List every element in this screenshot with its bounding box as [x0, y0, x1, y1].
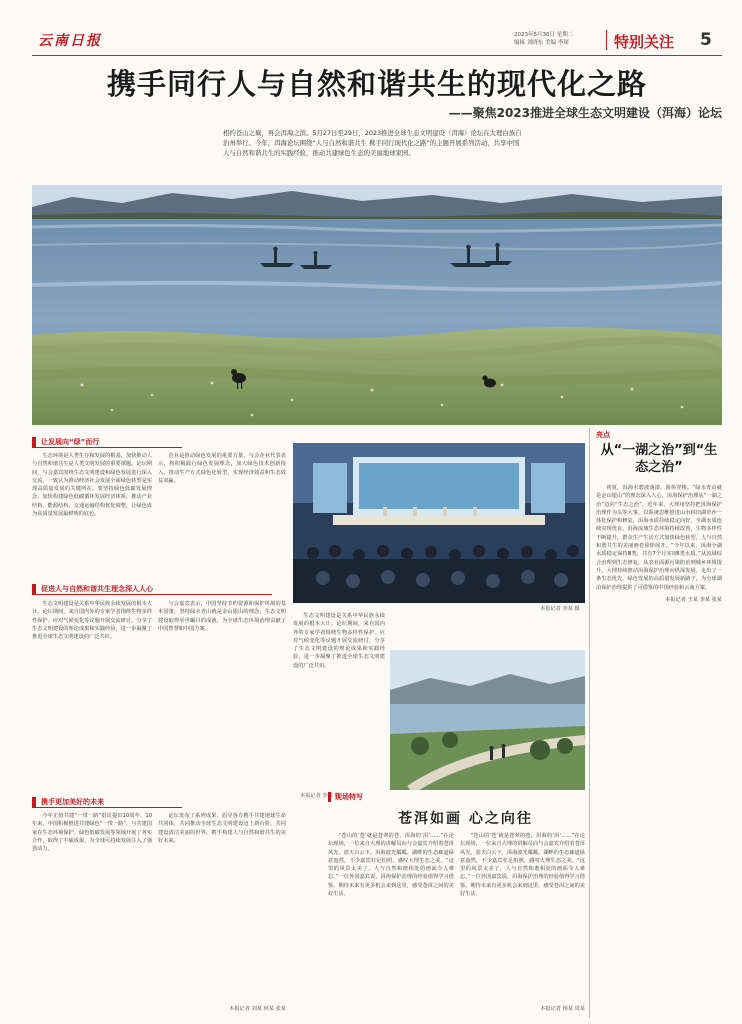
essay-column-1: “苍山的‘苍’就是苍翠的苍，洱海的‘洱’……”在论坛现场，一位来自大理的讲解员向与会嘉宾介绍着苍洱风光。蓝天白云下，洱海波光粼粼，湖畔的生态廊道绿意盎然，不少嘉宾驻足拍照，感叹大理生态之美。“这里的风景太美了，人与自然和谐相处的画面令人难忘。”一位外国嘉宾说，洱海保护治理的经验值得学习借鉴，期待未来有更多机会来到这里，感受苍洱之间的美好生活。	[328, 833, 454, 898]
lakeside-illustration	[390, 650, 585, 790]
page-subtitle: ——聚焦2023推进全球生态文明建设（洱海）论坛	[448, 106, 722, 120]
section-bar-3: 携手更加美好的未来	[32, 797, 182, 808]
sidebar-body	[596, 484, 722, 604]
hero-photo	[32, 185, 722, 425]
section-2-column-1: 生态文明建设是关系中华民族永续发展的根本大计。论坛期间，来自国内外的专家学者围绕生物多样性保护、应对气候变化等议题开展交流研讨，分享了生态文明建设的理论成果和实践经验，进一步凝聚了推进全球生态文明建设的广泛共识。	[32, 601, 152, 641]
essay-credit: 本报记者 杨某 周某	[540, 1006, 585, 1012]
photo2-caption: 本报记者 李某 摄	[540, 606, 580, 612]
section-1-column-2: 企业是推动绿色发展的重要力量。与会企业代表表示，将积极践行绿色发展理念，加大绿色技术创新投入，推动生产方式绿色化转型，实现经济效益和生态效益双赢。	[158, 453, 286, 484]
section-1-column-1: 生态环境是人类生存和发展的根基，加快推动人与自然和谐共生是人类文明发展的重要课题。论坛期间，与会嘉宾围绕生态文明建设和绿色发展进行深入交流，一致认为推动经济社会发展全面绿色转型是实现高质量发展的关键所在。要坚持绿色低碳发展理念，加快构建绿色低碳循环发展经济体系，推动产业结构、能源结构、交通运输结构优化调整，让绿色成为高质量发展最鲜明的底色。	[32, 453, 152, 518]
newspaper-logo: 云南日报	[38, 33, 102, 49]
main-credit: 本报记者 刘某 何某 张某	[229, 1006, 286, 1012]
masthead-divider	[606, 30, 607, 50]
page-title: 携手同行人与自然和谐共生的现代化之路	[106, 67, 647, 101]
essay-tag: 现场特写	[328, 792, 363, 802]
forum-stage-illustration	[293, 443, 585, 603]
essay-title: 苍洱如画 心之向往	[398, 811, 533, 827]
sidebar-title: 从“一湖之治”到“生态之治”	[600, 443, 718, 475]
masthead-meta	[514, 31, 606, 47]
section-name: 特别关注	[614, 33, 675, 51]
section-bar-2: 促进人与自然和谐共生理念深入人心	[32, 584, 272, 595]
page-number: 5	[700, 30, 712, 50]
sidebar-credit: 本报记者 王某 李某 张某	[665, 596, 722, 603]
lake-scene-illustration	[32, 185, 722, 425]
section-2-column-2: 与会嘉宾表示，中国坚持节约资源和保护环境的基本国策，坚持绿水青山就是金山银山的理念，生态文明建设取得举世瞩目的成就，为全球生态环境治理贡献了中国智慧和中国方案。	[158, 601, 286, 632]
section-bar-1: 让发展向“绿”而行	[32, 437, 182, 448]
sidebar-text: 初夏，洱海水碧波荡漾，游鱼穿梭。“绿水青山就是金山银山”的理念深入人心，洱海保护治理从“一湖之治”迈向“生态之治”。近年来，大理州坚持把洱海保护治理作为头等大事，以系统思维推进山水林田湖草沙一体化保护和修复，洱海水质持续稳定向好，全湖水质连续实现优良。洱海流域生态环境持续改善，生物多样性不断提升，群众生产生活方式加快绿色转型，人与自然和谐共生的美丽画卷徐徐展开。“今年以来，洱海全湖水质稳定保持Ⅲ类，共有7个月实现Ⅱ类水质。”从流域综合治理到生态修复，从农业面源污染防治到城乡环境提升，大理持续推动洱海保护治理向纵深发展，走出了一条生态优先、绿色发展的高质量发展新路子，为全球湖泊保护治理提供了可借鉴的中国经验和云南方案。	[596, 485, 722, 591]
section-3-column-1: 今年正值共建“一带一路”倡议提出10周年。10年来，中国积极推进共建绿色“一带一路”，与共建国家在生态环境保护、绿色低碳发展等领域开展了务实合作，取得了丰硕成果，为全球可持续发展注入了强劲动力。	[32, 813, 152, 853]
essay-column-2: “苍山的‘苍’就是苍翠的苍，洱海的‘洱’……”在论坛现场，一位来自大理的讲解员向与会嘉宾介绍着苍洱风光。蓝天白云下，洱海波光粼粼，湖畔的生态廊道绿意盎然，不少嘉宾驻足拍照，感叹大理生态之美。“这里的风景太美了，人与自然和谐相处的画面令人难忘。”一位外国嘉宾说，洱海保护治理的经验值得学习借鉴，期待未来有更多机会来到这里，感受苍洱之间的美好生活。	[460, 833, 585, 898]
lakeside-photo	[390, 650, 585, 790]
section-2-column-3: 生态文明建设是关系中华民族永续发展的根本大计。论坛期间，来自国内外的专家学者围绕生物多样性保护、应对气候变化等议题开展交流研讨，分享了生态文明建设的理论成果和实践经验，进一步凝聚了推进全球生态文明建设的广泛共识。	[293, 613, 385, 669]
editor-line: 编辑 刘晓东 美编 李琛	[514, 40, 569, 46]
lead-paragraph: 相约苍山之巅，再会洱海之滨。5月27日至29日，2023推进全球生态文明建设（洱海）论坛在大理白族自治州举行。今年，洱海论坛围绕“人与自然和谐共生 携手同行现代化之路”的主题开展系列活动，共享中国人与自然和谐共生的实践经验，推动共建绿色生态的美丽地球家园。	[223, 129, 522, 157]
section-3-column-2: 论坛发布了系列成果，倡导各方携手共建地球生命共同体，共同推动全球生态文明建设迈上新台阶，共同建设清洁美丽的世界，携手构建人与自然和谐共生的美好未来。	[158, 813, 286, 844]
top-rule	[32, 55, 722, 56]
forum-venue-photo	[293, 443, 585, 603]
date-line: 2023年5月30日 星期二	[514, 32, 574, 38]
sidebar-tag: 亮点	[596, 431, 610, 439]
photo3-caption: 本报记者 李某 摄	[300, 793, 340, 799]
sidebar-divider	[589, 428, 590, 1018]
masthead	[0, 0, 742, 58]
